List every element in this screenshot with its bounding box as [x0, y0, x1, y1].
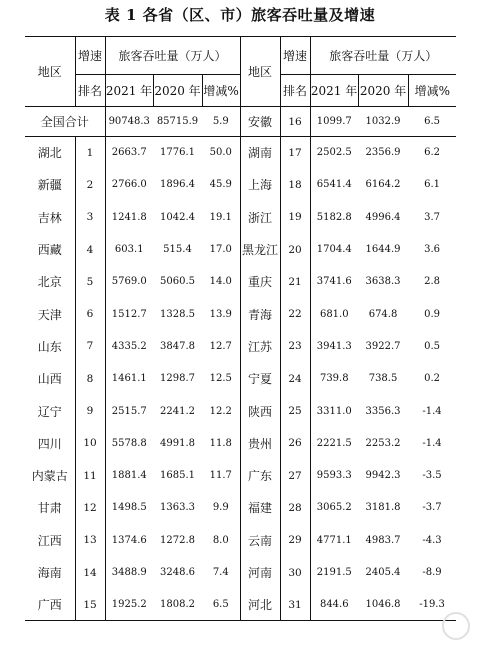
cell-change: 6.5 — [212, 599, 229, 611]
cell-rank: 15 — [75, 589, 105, 621]
total-label: 全国合计 — [40, 115, 89, 129]
cell-rank-right: 22 — [280, 298, 310, 330]
header-year-2021-right: 2021 年 — [310, 75, 358, 107]
table-row — [25, 169, 456, 201]
cell-2020-right: 2253.2 — [365, 437, 401, 449]
cell-region: 吉林 — [37, 210, 62, 225]
cell-region: 天津 — [37, 307, 62, 322]
cell-2020: 1776.1 — [160, 147, 195, 159]
header-region-right: 地区 — [240, 37, 280, 107]
cell-rank-right: 16 — [280, 107, 310, 137]
cell-2021-right: 3741.6 — [310, 266, 358, 298]
cell-region-right: 上海 — [240, 169, 280, 201]
cell-change-right: -1.4 — [422, 437, 442, 449]
table-row — [25, 233, 456, 265]
cell-rank-right: 24 — [280, 363, 310, 395]
cell-2020-right: 3356.3 — [365, 405, 401, 417]
cell-change: 12.5 — [209, 373, 232, 385]
table-row — [25, 395, 456, 427]
cell-2020: 1042.4 — [160, 211, 195, 223]
cell-change: 11.8 — [209, 437, 232, 449]
cell-change-right: -3.7 — [422, 502, 442, 514]
cell-2020: 1808.2 — [160, 599, 195, 611]
cell-region: 内蒙古 — [31, 469, 68, 484]
cell-2020: 1363.3 — [160, 502, 195, 514]
cell-rank: 4 — [75, 233, 105, 265]
cell-2020: 4991.8 — [160, 437, 195, 449]
cell-rank: 5 — [75, 266, 105, 298]
cell-region: 甘肃 — [37, 501, 62, 516]
cell-change: 12.7 — [209, 340, 232, 352]
cell-2021-right: 739.8 — [310, 363, 358, 395]
cell-2020: 1896.4 — [160, 179, 195, 191]
cell-change-right: 6.2 — [424, 147, 440, 159]
cell-2021-right: 1704.4 — [310, 233, 358, 265]
cell-region-right: 河北 — [240, 589, 280, 621]
cell-change-right: 6.1 — [424, 179, 440, 191]
table-row — [25, 266, 456, 298]
cell-2021-right: 2191.5 — [310, 556, 358, 588]
cell-region-right: 青海 — [240, 298, 280, 330]
cell-rank: 13 — [75, 524, 105, 556]
header-rank-top-right: 增速 — [280, 37, 310, 75]
cell-change: 14.0 — [209, 276, 232, 288]
cell-region-right: 浙江 — [240, 201, 280, 233]
cell-2021-right: 844.6 — [310, 589, 358, 621]
cell-change: 7.4 — [212, 567, 229, 578]
cell-2021: 5578.8 — [105, 427, 153, 459]
cell-2021-right: 3065.2 — [310, 492, 358, 524]
header-rank-bottom-right: 排名 — [280, 75, 310, 107]
table-row — [25, 201, 456, 233]
cell-2020-right: 9942.3 — [365, 470, 401, 482]
cell-rank: 3 — [75, 201, 105, 233]
cell-2020: 515.4 — [163, 244, 192, 256]
cell-change-right: 3.6 — [424, 244, 440, 256]
cell-change-right: -3.5 — [422, 470, 442, 482]
cell-region-right: 宁夏 — [240, 363, 280, 395]
cell-region: 山西 — [37, 372, 62, 387]
cell-2021-right: 3311.0 — [310, 395, 358, 427]
cell-rank-right: 26 — [280, 427, 310, 459]
cell-region: 湖北 — [37, 146, 62, 161]
cell-region-right: 贵州 — [240, 427, 280, 459]
cell-2020: 3847.8 — [160, 340, 195, 352]
cell-rank-right: 21 — [280, 266, 310, 298]
cell-2020-right: 2356.9 — [365, 147, 401, 159]
cell-change: 19.1 — [209, 211, 232, 223]
cell-2020-right: 1644.9 — [365, 244, 401, 256]
cell-2021-right: 2221.5 — [310, 427, 358, 459]
header-year-2020-right: 2020 年 — [358, 75, 408, 107]
cell-change-right: 0.5 — [424, 340, 440, 352]
cell-2021: 4335.2 — [105, 330, 153, 362]
cell-2020-right: 3638.3 — [365, 276, 401, 288]
table-body — [25, 107, 456, 621]
cell-change-right: 0.2 — [424, 373, 440, 385]
cell-region: 山东 — [37, 339, 62, 354]
header-region: 地区 — [37, 65, 62, 79]
cell-2020: 5060.5 — [160, 276, 195, 288]
cell-2020-right: 4983.7 — [365, 534, 401, 546]
cell-rank-right: 20 — [280, 233, 310, 265]
cell-2020-right: 738.5 — [368, 373, 398, 385]
total-change: 5.9 — [212, 116, 229, 127]
table-header — [25, 37, 456, 107]
cell-region-right: 福建 — [240, 492, 280, 524]
cell-2021: 1374.6 — [105, 524, 153, 556]
cell-2020-right: 3181.8 — [365, 502, 401, 514]
cell-rank-right: 28 — [280, 492, 310, 524]
cell-2020-right: 1046.8 — [365, 599, 401, 611]
cell-change-right: -4.3 — [422, 534, 442, 546]
cell-region-right: 河南 — [240, 556, 280, 588]
cell-2021-right: 681.0 — [310, 298, 358, 330]
cell-2021: 603.1 — [105, 233, 153, 265]
cell-change-right: 0.9 — [424, 308, 440, 320]
cell-2021-right: 2502.5 — [310, 137, 358, 169]
cell-2021: 5769.0 — [105, 266, 153, 298]
cell-region-right: 陕西 — [240, 395, 280, 427]
cell-rank-right: 23 — [280, 330, 310, 362]
cell-change-right: -1.4 — [422, 405, 442, 417]
cell-change-right: 2.8 — [424, 276, 440, 288]
cell-rank-right: 27 — [280, 459, 310, 491]
cell-2021: 2766.0 — [105, 169, 153, 201]
cell-rank-right: 18 — [280, 169, 310, 201]
cell-rank: 10 — [75, 427, 105, 459]
cell-region: 西藏 — [37, 243, 62, 258]
table-row — [25, 556, 456, 588]
cell-2020: 1685.1 — [160, 470, 195, 482]
cell-2021: 1881.4 — [105, 459, 153, 491]
cell-change: 12.2 — [209, 405, 232, 417]
cell-change-right: -19.3 — [419, 599, 445, 611]
header-throughput-group: 旅客吞吐量（万人） — [105, 37, 240, 75]
cell-change: 17.0 — [209, 244, 232, 256]
cell-2021: 1241.8 — [105, 201, 153, 233]
table-row — [25, 524, 456, 556]
header-throughput-group-right: 旅客吞吐量（万人） — [310, 37, 456, 75]
table-row — [25, 137, 456, 169]
cell-change-right: 3.7 — [424, 211, 440, 223]
cell-change: 13.9 — [209, 308, 232, 320]
cell-2020-right: 6164.2 — [365, 179, 401, 191]
cell-region-right: 云南 — [240, 524, 280, 556]
table-row — [25, 589, 456, 621]
cell-region: 广西 — [37, 598, 62, 613]
header-rank-bottom: 排名 — [75, 75, 105, 107]
table-title: 表 1 各省（区、市）旅客吞吐量及增速 — [104, 6, 376, 24]
cell-rank: 1 — [75, 137, 105, 169]
table-row — [25, 492, 456, 524]
table-row — [25, 459, 456, 491]
cell-region-right: 黑龙江 — [240, 233, 280, 265]
cell-region-right: 重庆 — [240, 266, 280, 298]
cell-2020-right: 3922.7 — [365, 340, 401, 352]
table-row — [25, 427, 456, 459]
cell-2020: 1328.5 — [160, 308, 195, 320]
cell-region-right: 安徽 — [240, 107, 280, 137]
table-row-total — [25, 107, 456, 137]
cell-2021: 1498.5 — [105, 492, 153, 524]
cell-region: 新疆 — [37, 178, 62, 193]
cell-rank: 12 — [75, 492, 105, 524]
cell-rank: 7 — [75, 330, 105, 362]
cell-rank-right: 29 — [280, 524, 310, 556]
cell-region: 辽宁 — [37, 404, 62, 419]
cell-rank-right: 25 — [280, 395, 310, 427]
cell-change: 8.0 — [212, 534, 229, 546]
cell-region: 海南 — [37, 566, 62, 580]
cell-rank-right: 19 — [280, 201, 310, 233]
cell-2021-right: 3941.3 — [310, 330, 358, 362]
cell-rank: 11 — [75, 459, 105, 491]
cell-change-right: 6.5 — [424, 116, 440, 127]
cell-2020-right: 674.8 — [368, 308, 398, 320]
cell-rank: 14 — [75, 556, 105, 588]
total-2021: 90748.3 — [105, 107, 153, 137]
cell-change: 45.9 — [209, 179, 232, 191]
table-row — [25, 298, 456, 330]
cell-change: 9.9 — [212, 502, 229, 514]
header-change-right: 增减% — [408, 75, 456, 107]
table-row — [25, 330, 456, 362]
cell-2021: 1512.7 — [105, 298, 153, 330]
cell-region: 江西 — [37, 533, 62, 548]
table-row — [25, 363, 456, 395]
cell-2021: 1925.2 — [105, 589, 153, 621]
cell-2020-right: 4996.4 — [365, 211, 401, 223]
cell-change: 11.7 — [209, 470, 232, 482]
cell-2020: 1272.8 — [160, 534, 195, 546]
passenger-throughput-table — [25, 36, 456, 621]
cell-2021: 1461.1 — [105, 363, 153, 395]
cell-rank-right: 30 — [280, 556, 310, 588]
cell-rank: 6 — [75, 298, 105, 330]
cell-rank: 2 — [75, 169, 105, 201]
cell-region-right: 广东 — [240, 459, 280, 491]
cell-2020: 3248.6 — [160, 567, 195, 578]
watermark-circle-icon — [442, 612, 470, 640]
cell-rank-right: 17 — [280, 137, 310, 169]
cell-2021: 2663.7 — [105, 137, 153, 169]
cell-2021-right: 1099.7 — [310, 107, 358, 137]
cell-rank: 8 — [75, 363, 105, 395]
cell-region-right: 湖南 — [240, 137, 280, 169]
cell-rank-right: 31 — [280, 589, 310, 621]
cell-region: 四川 — [37, 436, 62, 451]
header-year-2020: 2020 年 — [153, 75, 202, 107]
cell-2020-right: 2405.4 — [365, 567, 401, 578]
cell-2021-right: 5182.8 — [310, 201, 358, 233]
cell-2020: 2241.2 — [160, 405, 195, 417]
cell-change-right: -8.9 — [422, 567, 442, 578]
cell-2021: 2515.7 — [105, 395, 153, 427]
cell-2021-right: 9593.3 — [310, 459, 358, 491]
cell-region: 北京 — [37, 275, 62, 290]
header-year-2021: 2021 年 — [105, 75, 153, 107]
cell-2021-right: 6541.4 — [310, 169, 358, 201]
cell-2021-right: 4771.1 — [310, 524, 358, 556]
total-2020: 85715.9 — [156, 116, 199, 127]
cell-change: 50.0 — [209, 147, 232, 159]
cell-2020-right: 1032.9 — [365, 116, 401, 127]
header-change: 增减% — [202, 75, 240, 107]
cell-region-right: 江苏 — [240, 330, 280, 362]
header-rank-top: 增速 — [75, 37, 105, 75]
cell-2020: 1298.7 — [160, 373, 195, 385]
cell-2021: 3488.9 — [105, 556, 153, 588]
cell-rank: 9 — [75, 395, 105, 427]
